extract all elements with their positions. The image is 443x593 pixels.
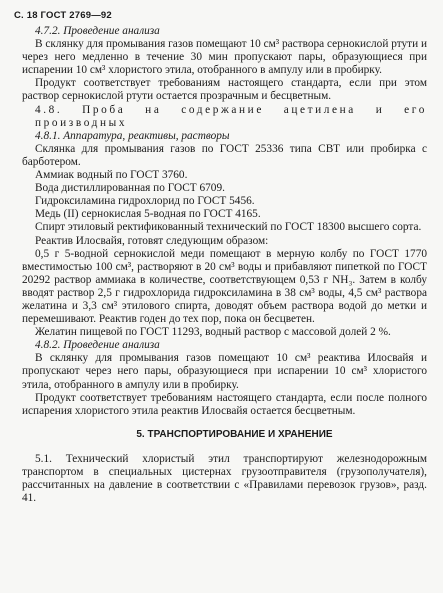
paragraph: В склянку для промывания газов помещают 10 см³ реактива Илосвайя и пропускают через него пары, образующиеся при испарении 10 см³ хлористого этила, отобранного в ампулу или в пробирку. [22,352,427,391]
paragraph: Склянка для промывания газов по ГОСТ 25336 типа СВТ или пробирка с барботером. [22,142,427,168]
paragraph: 0,5 г 5-водной сернокислой меди помещают в мерную колбу по ГОСТ 1770 вместимостью 100 см³, растворяют в 20 см³ воды и прибавляют пипеткой по ГОСТ 20292 раствор аммиака в количестве, соответствующем 0,53 г NH₃. Затем в колбу вводят раствор 2,5 г гидрохлорида гидроксиламина в 38 см³ воды, 4,5 см³ раствора желатина и 3,3 см³ этилового спирта, доводят объем раствора водой до метки и перемешивают. Реактив годен до тех пор, пока он бесцветен. [22,247,427,326]
subsection-heading-4-8-2: 4.8.2. Проведение анализа [35,339,160,352]
subsection-heading-4-7-2: 4.7.2. Проведение анализа [35,25,160,37]
paragraph: Реактив Илосвайя, готовят следующим образом: [35,234,269,247]
document-body [22,25,427,505]
paragraph: Медь (II) сернокислая 5-водная по ГОСТ 4165. [35,208,261,221]
paragraph: В склянку для промывания газов помещают 10 см³ раствора сернокислой ртути и через него медленно в течение 30 мин пропускают пары, образующиеся при испарении 10 см³ хлористого этила, отобранного в ампулу или в пробирку. [22,38,427,77]
paragraph: Гидроксиламина гидрохлорид по ГОСТ 5456. [35,195,255,208]
paragraph: Спирт этиловый ректификованный технический по ГОСТ 18300 высшего сорта. [35,221,422,234]
paragraph: 5.1. Технический хлористый этил транспортируют железнодорожным транспортом в специальных цистернах грузоотправителя (грузополучателя), рассчитанных на давление в соответствии с «Правилами перевозок грузов», разд. 41. [22,452,427,505]
paragraph: Продукт соответствует требованиям настоящего стандарта, если при этом раствор сернокислой ртути остается прозрачным и бесцветным. [22,77,427,103]
paragraph: Вода дистиллированная по ГОСТ 6709. [35,182,225,195]
paragraph: Продукт соответствует требованиям настоящего стандарта, если после полного испарения хлористого этила реактив Илосвайя остается бесцветным. [22,391,427,417]
paragraph: Желатин пищевой по ГОСТ 11293, водный раствор с массовой долей 2 %. [35,326,391,339]
page-header: С. 18 ГОСТ 2769—92 [14,10,112,21]
subsection-heading-4-8-1: 4.8.1. Аппаратура, реактивы, растворы [35,129,230,142]
section-heading-5: 5. ТРАНСПОРТИРОВАНИЕ И ХРАНЕНИЕ [136,428,333,440]
section-heading-4-8: 4.8. Проба на содержание ацетилена и его производных [35,103,427,129]
paragraph: Аммиак водный по ГОСТ 3760. [35,169,188,182]
